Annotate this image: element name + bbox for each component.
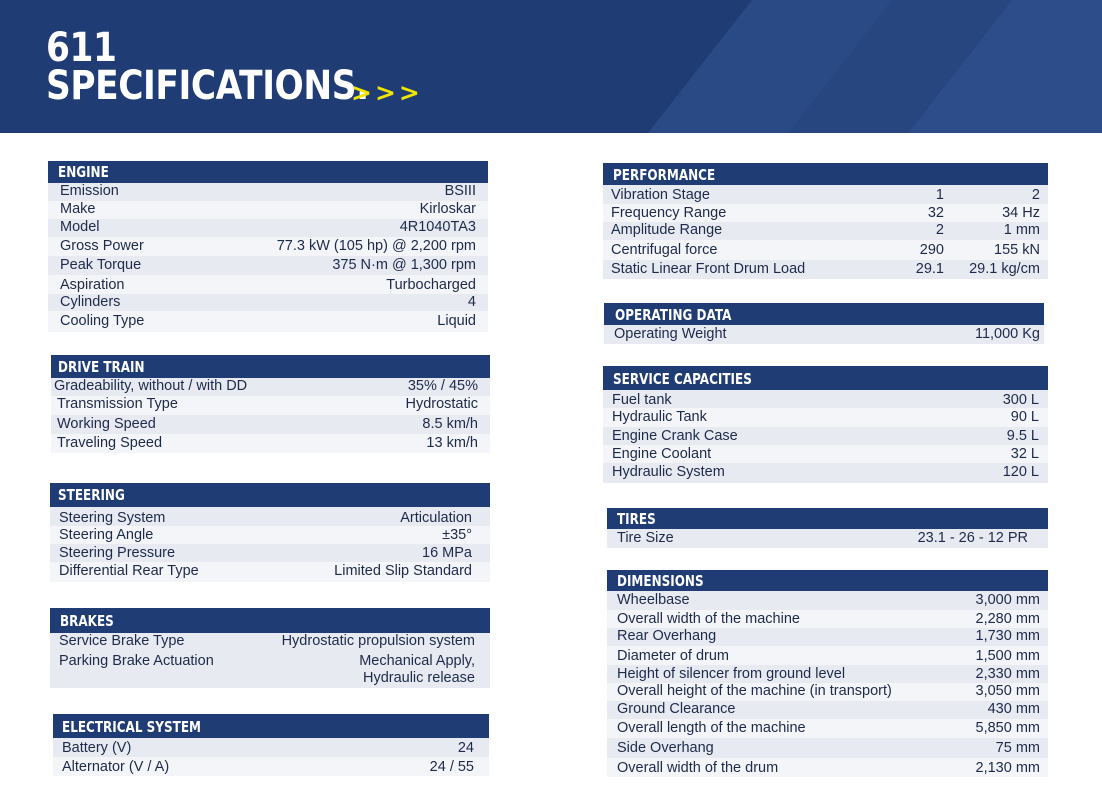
row-label: Working Speed	[57, 416, 156, 432]
row-value: 5,850 mm	[975, 720, 1040, 736]
steering-section	[50, 483, 490, 582]
table-row	[48, 201, 488, 219]
table-row	[51, 378, 490, 396]
table-row	[50, 526, 490, 544]
row-label: Height of silencer from ground level	[617, 666, 846, 682]
row-label: Overall length of the machine	[617, 720, 806, 736]
table-row	[48, 219, 488, 237]
arrows-icon: >>>	[351, 78, 423, 107]
stage-1-value: 29.1	[915, 261, 944, 277]
model-number: 611	[46, 25, 117, 71]
row-label: Hydraulic Tank	[612, 409, 707, 425]
row-value: 4R1040TA3	[399, 219, 476, 235]
row-value: 3,000 mm	[975, 592, 1040, 608]
table-row	[51, 396, 490, 415]
stage-1-value: 2	[935, 222, 944, 238]
table-row	[603, 204, 1048, 222]
table-row	[603, 185, 1048, 204]
row-value: 430 mm	[987, 701, 1040, 717]
row-label: Steering System	[59, 510, 166, 526]
row-value: 1,730 mm	[975, 628, 1040, 644]
table-row	[603, 222, 1048, 240]
table-row	[51, 415, 490, 434]
table-row	[50, 544, 490, 562]
service-capacities-section	[603, 366, 1048, 483]
row-label: Steering Pressure	[59, 545, 176, 561]
row-label: Hydraulic System	[612, 464, 725, 480]
table-row	[607, 738, 1048, 758]
row-value: 16 MPa	[422, 545, 472, 561]
row-label: Overall width of the drum	[617, 760, 779, 776]
stage-2-value: 34 Hz	[1002, 205, 1040, 221]
header-banner	[0, 0, 1102, 133]
row-label: Side Overhang	[617, 740, 714, 756]
table-row	[603, 463, 1048, 483]
stage-1-value: 290	[919, 242, 944, 258]
table-row	[603, 240, 1048, 260]
table-row	[603, 390, 1048, 408]
row-label: Engine Coolant	[612, 446, 712, 462]
row-label: Parking Brake Actuation	[59, 653, 214, 669]
row-value: 32 L	[1010, 446, 1039, 462]
row-value: 75 mm	[995, 740, 1040, 756]
row-value: Hydrostatic propulsion system	[281, 633, 475, 649]
section-heading: DIMENSIONS	[607, 570, 1048, 591]
table-row	[607, 758, 1048, 777]
table-row	[50, 633, 490, 651]
table-row	[607, 591, 1048, 610]
stage-2-value: 29.1 kg/cm	[969, 261, 1040, 277]
row-label: Differential Rear Type	[59, 563, 199, 579]
row-value: Kirloskar	[419, 201, 476, 217]
row-label: Operating Weight	[614, 326, 727, 342]
row-value: 300 L	[1002, 392, 1039, 408]
row-label: Make	[60, 201, 96, 217]
table-row	[603, 408, 1048, 427]
row-value: Articulation	[400, 510, 472, 526]
row-value: Limited Slip Standard	[334, 563, 472, 579]
row-value: 375 N·m @ 1,300 rpm	[332, 257, 476, 273]
drive-train-section	[51, 355, 490, 453]
row-value: Hydrostatic	[405, 396, 478, 412]
table-row	[607, 683, 1048, 701]
row-value: 1,500 mm	[975, 648, 1040, 664]
section-heading: TIRES	[607, 508, 1048, 529]
row-label: Centrifugal force	[611, 242, 718, 258]
table-row	[607, 646, 1048, 665]
performance-section	[603, 163, 1048, 279]
section-heading: BRAKES	[50, 608, 490, 633]
table-row	[50, 562, 490, 582]
row-value: 35% / 45%	[407, 378, 478, 394]
stage-2-value: 155 kN	[994, 242, 1040, 258]
section-heading: ELECTRICAL SYSTEM	[53, 714, 489, 738]
row-label: Gradeability, without / with DD	[54, 378, 248, 394]
row-value: 90 L	[1010, 409, 1039, 425]
row-value: 9.5 L	[1006, 428, 1039, 444]
row-label: Overall width of the machine	[617, 611, 800, 627]
table-row	[604, 325, 1044, 344]
row-label: Fuel tank	[612, 392, 672, 408]
section-heading: STEERING	[50, 483, 490, 507]
row-label: Peak Torque	[60, 257, 142, 273]
row-label: Engine Crank Case	[612, 428, 738, 444]
row-label: Transmission Type	[57, 396, 178, 412]
stage-2-value: 1 mm	[1003, 222, 1040, 238]
table-row	[48, 237, 488, 256]
table-row	[48, 275, 488, 294]
row-value: 120 L	[1002, 464, 1039, 480]
row-label: Vibration Stage	[611, 187, 710, 203]
table-row	[50, 651, 490, 688]
table-row	[50, 507, 490, 526]
row-label: Overall height of the machine (in transport)	[617, 683, 892, 699]
table-row	[607, 628, 1048, 646]
row-label: Traveling Speed	[57, 435, 163, 451]
row-label: Gross Power	[60, 238, 144, 254]
table-row	[603, 260, 1048, 279]
row-value: 23.1 - 26 - 12 PR	[917, 530, 1028, 546]
table-row	[48, 183, 488, 201]
row-value: 2,130 mm	[975, 760, 1040, 776]
table-row	[607, 719, 1048, 738]
row-label: Service Brake Type	[59, 633, 185, 649]
table-row	[607, 701, 1048, 719]
section-heading: ENGINE	[48, 161, 488, 183]
row-label: Cooling Type	[60, 313, 145, 329]
row-label: Tire Size	[617, 530, 674, 546]
row-label: Aspiration	[60, 277, 125, 293]
section-heading: OPERATING DATA	[604, 303, 1044, 325]
table-row	[607, 529, 1048, 548]
row-value: 13 km/h	[426, 435, 478, 451]
row-label: Model	[60, 219, 100, 235]
row-label: Diameter of drum	[617, 648, 730, 664]
row-label: Alternator (V / A)	[62, 759, 170, 775]
row-value: ±35°	[442, 527, 472, 543]
row-value: 4	[467, 294, 476, 310]
row-label: Battery (V)	[62, 740, 132, 756]
row-value: Mechanical Apply, Hydraulic release	[359, 653, 475, 686]
row-value: BSIII	[444, 183, 476, 199]
row-label: Wheelbase	[617, 592, 690, 608]
row-value: 3,050 mm	[975, 683, 1040, 699]
row-label: Frequency Range	[611, 205, 727, 221]
row-value: Turbocharged	[386, 277, 476, 293]
dimensions-section	[607, 570, 1048, 777]
row-value: 24	[457, 740, 474, 756]
table-row	[603, 427, 1048, 445]
section-heading: DRIVE TRAIN	[51, 355, 490, 378]
row-label: Rear Overhang	[617, 628, 717, 644]
table-row	[607, 665, 1048, 683]
table-row	[48, 256, 488, 275]
row-value: 2,330 mm	[975, 666, 1040, 682]
row-label: Steering Angle	[59, 527, 154, 543]
row-label: Cylinders	[60, 294, 121, 310]
row-value: 2,280 mm	[975, 611, 1040, 627]
table-row	[53, 738, 489, 757]
row-value: 77.3 kW (105 hp) @ 2,200 rpm	[276, 238, 476, 254]
table-row	[607, 610, 1048, 628]
row-label: Ground Clearance	[617, 701, 736, 717]
page-title: SPECIFICATIONS.	[46, 63, 369, 109]
table-row	[603, 445, 1048, 463]
row-value: 24 / 55	[429, 759, 474, 775]
operating-data-section	[604, 303, 1044, 344]
table-row	[51, 434, 490, 453]
electrical-section	[53, 714, 489, 776]
row-value: 11,000 Kg	[974, 326, 1040, 342]
row-label: Amplitude Range	[611, 222, 723, 238]
tires-section	[607, 508, 1048, 548]
table-row	[48, 294, 488, 311]
row-label: Emission	[60, 183, 119, 199]
table-row	[53, 757, 489, 776]
section-heading: SERVICE CAPACITIES	[603, 366, 1048, 390]
section-heading: PERFORMANCE	[603, 163, 1048, 185]
table-row	[48, 311, 488, 332]
engine-section	[48, 161, 488, 332]
row-value: 8.5 km/h	[422, 416, 478, 432]
stage-1-value: 1	[935, 187, 944, 203]
row-label: Static Linear Front Drum Load	[611, 261, 806, 277]
brakes-section	[50, 608, 490, 688]
stage-2-value: 2	[1031, 187, 1040, 203]
stage-1-value: 32	[927, 205, 944, 221]
row-value: Liquid	[437, 313, 476, 329]
